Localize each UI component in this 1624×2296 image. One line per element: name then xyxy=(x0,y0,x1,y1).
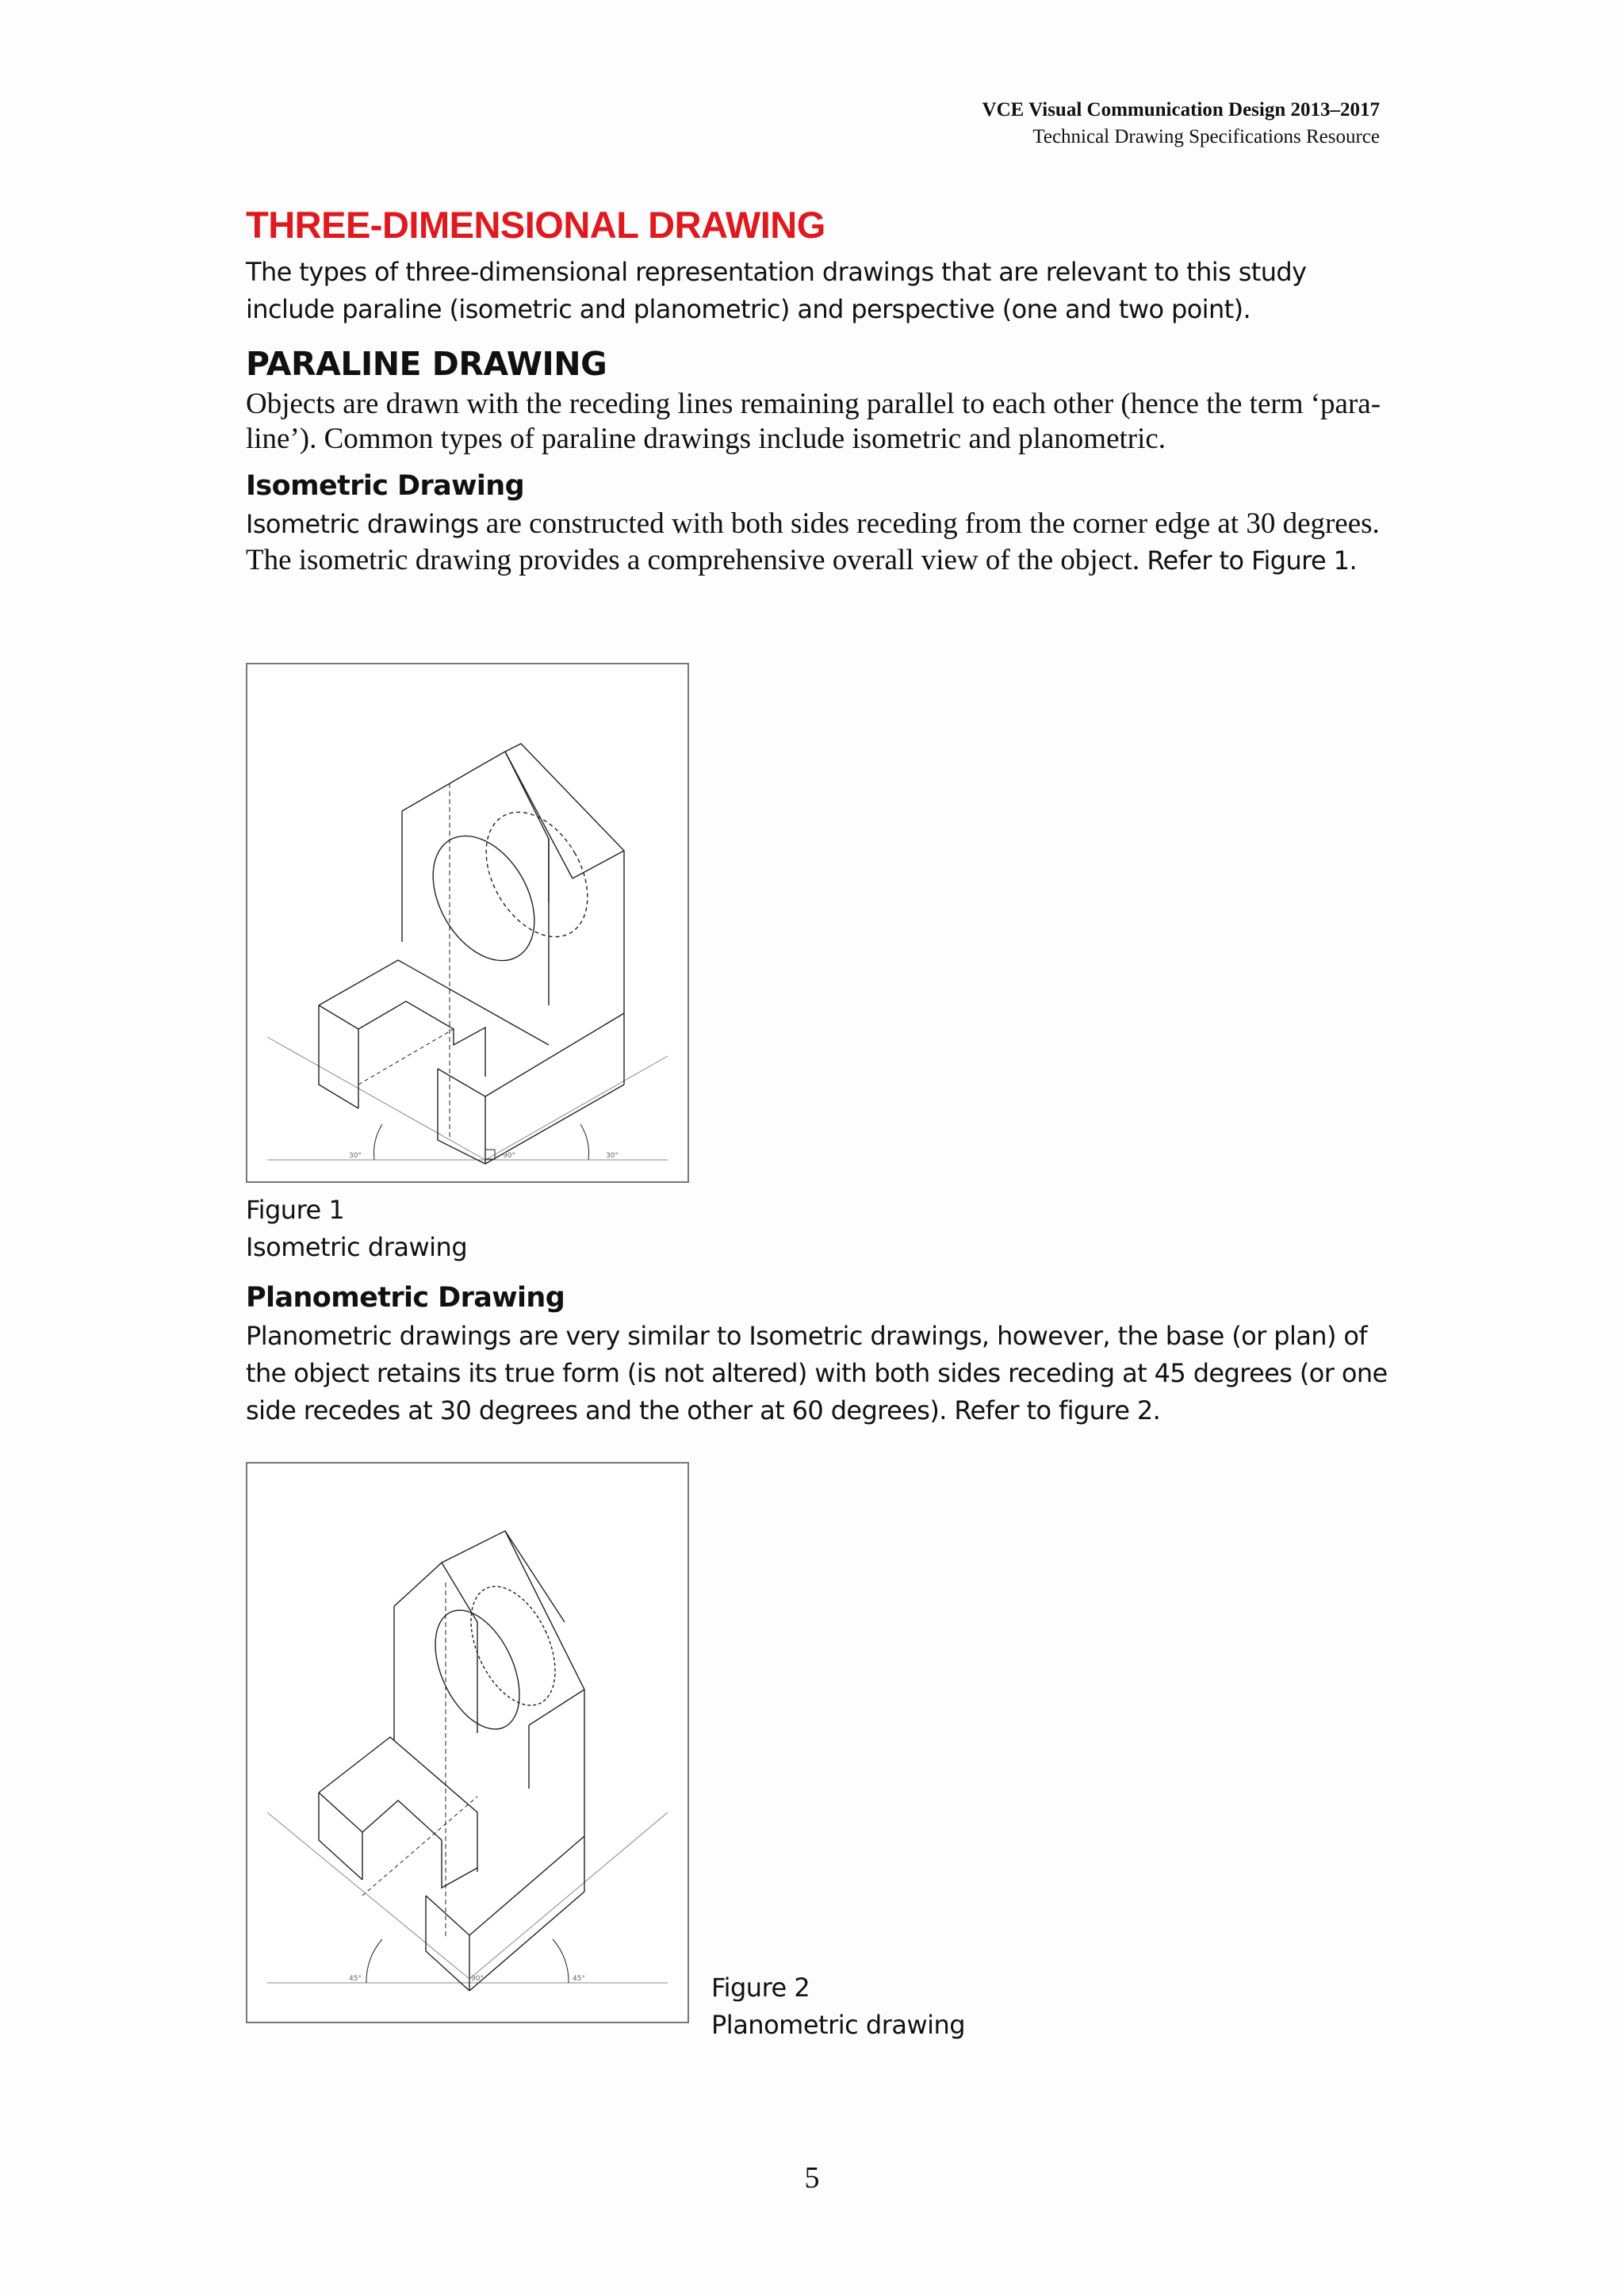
planometric-heading: Planometric Drawing xyxy=(246,1282,565,1314)
running-header xyxy=(982,97,1380,151)
header-subtitle: Technical Drawing Specifications Resource xyxy=(1032,126,1380,147)
figure-1-caption xyxy=(246,1192,467,1266)
angle-label-right: 30° xyxy=(606,1152,619,1160)
figure-2-planometric-drawing xyxy=(246,1462,689,2023)
paraline-paragraph: Objects are drawn with the receding lines remaining parallel to each other (hence the term ‘para-line’). Common types of paraline drawings include isometric and planometric. xyxy=(246,388,1381,455)
planometric-paragraph: Planometric drawings are very similar to Isometric drawings, however, the base (or plan) of the object retains its true form (is not altered) with both sides receding at 45 degrees (or one side recedes at 30 degrees and the other at 60 degrees). Refer to figure 2. xyxy=(246,1321,1388,1425)
figure-1-isometric-drawing xyxy=(246,663,689,1183)
paraline-heading: PARALINE DRAWING xyxy=(246,345,607,383)
figure-2-number: Figure 2 xyxy=(711,1973,810,2003)
isometric-paragraph xyxy=(246,506,1388,579)
angle-label-left: 30° xyxy=(349,1152,362,1160)
main-content xyxy=(246,200,1388,579)
isometric-text-b: are constructed with both sides receding from the corner edge at 30 degrees. The isometric drawing provides a comprehensive overall view of the object. xyxy=(246,507,1380,576)
figure-2-title: Planometric drawing xyxy=(711,2010,966,2040)
isometric-text-c: Refer to Figure 1. xyxy=(1147,545,1358,576)
intro-paragraph: The types of three-dimensional representation drawings that are relevant to this study include paraline (isometric and planometric) and perspective (one and two point). xyxy=(246,257,1307,324)
angle-label-middle: 90° xyxy=(471,1975,484,1983)
angle-label-middle: 90° xyxy=(503,1152,515,1160)
angle-label-right: 45° xyxy=(573,1975,585,1983)
figure-1-number: Figure 1 xyxy=(246,1195,345,1225)
isometric-heading: Isometric Drawing xyxy=(246,470,525,502)
planometric-section xyxy=(246,1278,1388,1429)
angle-label-left: 45° xyxy=(349,1975,362,1983)
planometric-drawing-illustration xyxy=(247,1464,688,2022)
page-number: 5 xyxy=(804,2161,820,2195)
section-title: THREE-DIMENSIONAL DRAWING xyxy=(246,204,825,246)
header-title: VCE Visual Communication Design 2013–2017 xyxy=(982,99,1380,121)
figure-1-title: Isometric drawing xyxy=(246,1232,468,1262)
isometric-text-a: Isometric drawings xyxy=(246,509,479,539)
figure-2-caption xyxy=(711,1969,965,2044)
isometric-drawing-illustration xyxy=(247,664,688,1181)
